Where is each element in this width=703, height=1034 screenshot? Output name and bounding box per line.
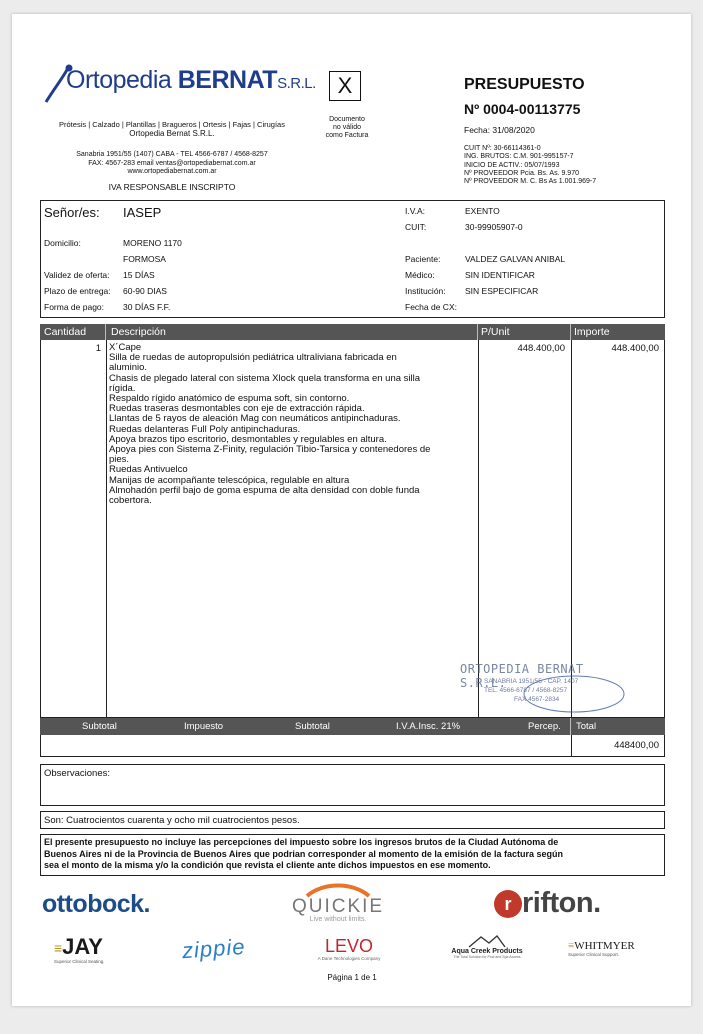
aquacreek-mountain-icon — [467, 934, 507, 948]
document-date: Fecha: 31/08/2020 — [464, 125, 535, 135]
disclaimer-box — [40, 834, 665, 876]
domicilio-value-1: MORENO 1170 — [123, 238, 182, 248]
tax-info: CUIT Nº: 30-66114361-0 ING. BRUTOS: C.M. 901-995157-7 INICIO DE ACTIV.: 05/07/1993 Nº PROVEEDOR Pcia. Bs. As. 9.970 Nº PROVEEDOR M. C. Bs As 1.001.969-7 — [464, 145, 597, 186]
medico-label: Médico: — [405, 270, 435, 280]
document-note: Documento no válido como Factura — [325, 116, 369, 139]
company-logo — [42, 62, 316, 108]
domicilio-value-2: FORMOSA — [123, 254, 166, 264]
totals-row — [40, 735, 665, 757]
disclaimer-line: Buenos Aires ni de la Provincia de Buenos Aires que podrian corresponder al momento de la emisión de la factura según — [44, 848, 563, 859]
col-punit: P/Unit — [481, 326, 510, 338]
whitmyer-logo: ≡WHITMYER Superior Clinical Support. — [568, 940, 635, 957]
senores-value: IASEP — [123, 205, 162, 220]
total-value: 448400,00 — [614, 740, 659, 751]
plazo-label: Plazo de entrega: — [44, 286, 111, 296]
cuit-value: 30-99905907-0 — [465, 222, 523, 232]
document-page — [12, 14, 691, 1006]
amount-in-words-box — [40, 811, 665, 829]
item-cantidad: 1 — [95, 343, 101, 354]
company-stamp: ORTOPEDIA BERNAT S.R.L. SANABRIA 1951/55 - CAP. 1407 TEL. 4566-6787 / 4568-8257 FAX 4567-2834 — [454, 654, 634, 716]
totals-percep: Percep. — [528, 721, 561, 732]
client-info-box — [40, 200, 665, 318]
institucion-value: SIN ESPECIFICAR — [465, 286, 539, 296]
col-descripcion: Descripción — [111, 326, 166, 338]
iva-status: IVA RESPONSABLE INSCRIPTO — [108, 182, 236, 192]
totals-subtotal-2: Subtotal — [295, 721, 330, 732]
item-punit: 448.400,00 — [517, 343, 565, 354]
col-importe: Importe — [574, 326, 610, 338]
rifton-mark-icon: r — [494, 890, 522, 918]
jay-logo: ≡JAY Superior Clinical Seating. — [54, 934, 105, 965]
document-type-box: X — [329, 71, 361, 101]
company-tagline: Prótesis | Calzado | Plantillas | Bragueros | Ortesis | Fajas | Cirugías Ortopedia Bernat S.R.L. — [59, 120, 285, 138]
medico-value: SIN IDENTIFICAR — [465, 270, 535, 280]
item-importe: 448.400,00 — [611, 343, 659, 354]
disclaimer-line: sea el monto de la misma y/o la condición que revista el cliente ante dichos impuestos en ese momento. — [44, 860, 491, 870]
senores-label: Señor/es: — [44, 205, 100, 220]
company-address: Sanabria 1951/55 (1407) CABA - TEL 4566-6787 / 4568-8257 FAX: 4567-283 email ventas@ortopediabernat.com.ar www.ortopediabernat.com.ar — [76, 151, 268, 175]
rifton-logo: r rifton. — [494, 887, 601, 923]
institucion-label: Institución: — [405, 286, 446, 296]
cuit-label: CUIT: — [405, 222, 427, 232]
totals-impuesto: Impuesto — [184, 721, 224, 732]
company-name: Ortopedia BERNATS.R.L. — [66, 66, 316, 94]
paciente-label: Paciente: — [405, 254, 441, 264]
disclaimer-line: El presente presupuesto no incluye las percepciones del impuesto sobre los ingresos brutos de la Ciudad Autónoma de — [44, 837, 559, 847]
iva-label: I.V.A: — [405, 206, 426, 216]
validez-value: 15 DÍAS — [123, 270, 155, 280]
plazo-value: 60-90 DIAS — [123, 286, 167, 296]
totals-subtotal-1: Subtotal — [82, 721, 117, 732]
observaciones-box — [40, 764, 665, 806]
totals-header — [40, 718, 665, 735]
totals-total-label: Total — [576, 721, 597, 732]
iva-value: EXENTO — [465, 206, 500, 216]
levo-logo: LEVO A Dane Technologies Company — [317, 936, 381, 961]
item-description: X´Cape Silla de ruedas de autopropulsión pediátrica ultraliviana fabricada en aluminio. Chasis de plegado lateral con sistema Xlock quela transforma en una silla rígida. Respaldo rígido anatómico de espuma soft, sin contorno. Ruedas traseras desmontables con eje de extracción rápida. Llantas de 5 rayos de aleación Mag con neumáticos antipinchaduras. Ruedas delanteras Full Poly antipinchaduras. Apoya brazos tipo escritorio, desmontables y regulables en altura. Apoya pies con Sistema Z-Finity, regulación Tibio-Tarsica y contenedores de pies. Ruedas Antivuelco Manijas de acompañante telescópica, regulable en altura Almohadón perfil bajo de goma espuma de alta densidad con doble funda cobertora. — [109, 342, 431, 507]
observaciones-label: Observaciones: — [44, 768, 111, 779]
paciente-value: VALDEZ GALVAN ANIBAL — [465, 254, 566, 264]
totals-iva: I.V.A.Insc. 21% — [396, 721, 461, 732]
domicilio-label: Domicilio: — [44, 238, 81, 248]
fecha-cx-label: Fecha de CX: — [405, 302, 457, 312]
items-table-header — [40, 324, 665, 340]
ottobock-logo: ottobock. — [42, 890, 150, 918]
document-number: Nº 0004-00113775 — [464, 101, 581, 117]
quickie-logo: QUICKIE Live without limits. — [282, 882, 394, 932]
page-number: Página 1 de 1 — [327, 973, 377, 982]
validez-label: Validez de oferta: — [44, 270, 110, 280]
col-cantidad: Cantidad — [44, 326, 87, 338]
forma-pago-label: Forma de pago: — [44, 302, 105, 312]
aquacreek-logo: Aqua Creek Products The Total Solution for Pool and Spa Access — [442, 934, 532, 959]
document-title: PRESUPUESTO — [464, 76, 585, 93]
amount-in-words: Son: Cuatrocientos cuarenta y ocho mil cuatrocientos pesos. — [44, 815, 300, 826]
zippie-logo: zippie — [181, 933, 247, 964]
forma-pago-value: 30 DÍAS F.F. — [123, 302, 171, 312]
